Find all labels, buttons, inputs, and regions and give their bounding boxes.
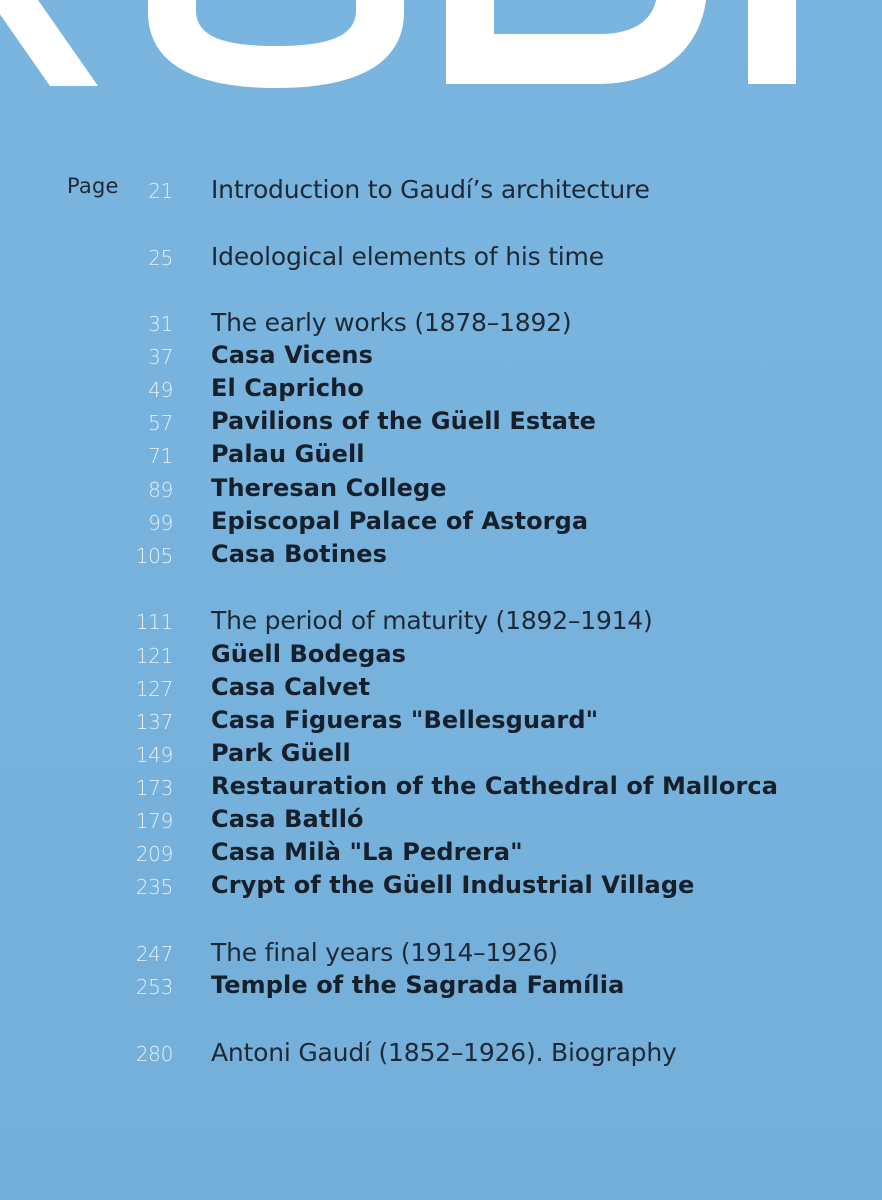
toc-page-number: 127 <box>135 677 173 701</box>
toc-page-number: 235 <box>135 875 173 899</box>
toc-entry <box>0 640 882 670</box>
toc-entry <box>0 407 882 437</box>
toc-work-title: Palau Güell <box>211 440 365 468</box>
toc-entry <box>0 838 882 868</box>
toc-page-number: 21 <box>148 179 173 203</box>
toc-page-number: 173 <box>135 776 173 800</box>
toc-section-title: Antoni Gaudí (1852–1926). Biography <box>211 1038 677 1067</box>
toc-work-title: Casa Figueras "Bellesguard" <box>211 706 599 734</box>
toc-page-number: 89 <box>148 478 173 502</box>
toc-work-title: Güell Bodegas <box>211 640 407 668</box>
toc-page-number: 121 <box>135 644 173 668</box>
toc-page-number: 137 <box>135 710 173 734</box>
toc-page-number: 149 <box>135 743 173 767</box>
toc-work-title: Crypt of the Güell Industrial Village <box>211 871 695 899</box>
toc-page-number: 280 <box>135 1042 173 1066</box>
toc-work-title: Theresan College <box>211 474 447 502</box>
toc-entry <box>0 341 882 371</box>
toc-entry <box>0 739 882 769</box>
toc-entry <box>0 1038 882 1068</box>
toc-entry <box>0 507 882 537</box>
toc-page-number: 105 <box>135 544 173 568</box>
toc-section-title: Ideological elements of his time <box>211 242 604 271</box>
toc-entry <box>0 673 882 703</box>
toc-work-title: Park Güell <box>211 739 351 767</box>
toc-entry <box>0 971 882 1001</box>
toc-page-number: 37 <box>148 345 173 369</box>
toc-work-title: Restauration of the Cathedral of Mallorca <box>211 772 779 800</box>
toc-section-title: The period of maturity (1892–1914) <box>211 606 653 635</box>
toc-entry <box>0 374 882 404</box>
toc-work-title: Casa Botines <box>211 540 387 568</box>
toc-entry <box>0 242 882 272</box>
toc-section-title: The final years (1914–1926) <box>211 938 558 967</box>
toc-page-number: 57 <box>148 411 173 435</box>
toc-work-title: Temple of the Sagrada Família <box>211 971 625 999</box>
toc-page-number: 209 <box>135 842 173 866</box>
toc-page-number: 25 <box>148 246 173 270</box>
toc-entry <box>0 772 882 802</box>
toc-page-number: 49 <box>148 378 173 402</box>
toc-entry <box>0 440 882 470</box>
toc-work-title: Casa Vicens <box>211 341 373 369</box>
title-lettering <box>0 0 882 110</box>
toc-page-number: 247 <box>135 942 173 966</box>
toc-entry <box>0 308 882 338</box>
toc-entry <box>0 175 882 205</box>
toc-work-title: Casa Milà "La Pedrera" <box>211 838 523 866</box>
toc-entry <box>0 606 882 636</box>
toc-entry <box>0 706 882 736</box>
title-lettering-art <box>0 0 882 110</box>
toc-work-title: Pavilions of the Güell Estate <box>211 407 597 435</box>
toc-page-number: 253 <box>135 975 173 999</box>
toc-entry <box>0 938 882 968</box>
toc-page-number: 179 <box>135 809 173 833</box>
toc-work-title: Casa Calvet <box>211 673 371 701</box>
toc-page-number: 111 <box>135 610 173 634</box>
toc-section-title: The early works (1878–1892) <box>211 308 572 337</box>
toc-page-number: 31 <box>148 312 173 336</box>
toc-page-number: 71 <box>148 444 173 468</box>
toc-page-label: Page <box>67 174 119 198</box>
toc-entry <box>0 805 882 835</box>
toc-work-title: Casa Batlló <box>211 805 364 833</box>
toc-entry <box>0 871 882 901</box>
toc-page-number: 99 <box>148 511 173 535</box>
toc-entry <box>0 474 882 504</box>
toc-work-title: Episcopal Palace of Astorga <box>211 507 589 535</box>
toc-section-title: Introduction to Gaudí’s architecture <box>211 175 650 204</box>
toc-work-title: El Capricho <box>211 374 364 402</box>
toc-entry <box>0 540 882 570</box>
